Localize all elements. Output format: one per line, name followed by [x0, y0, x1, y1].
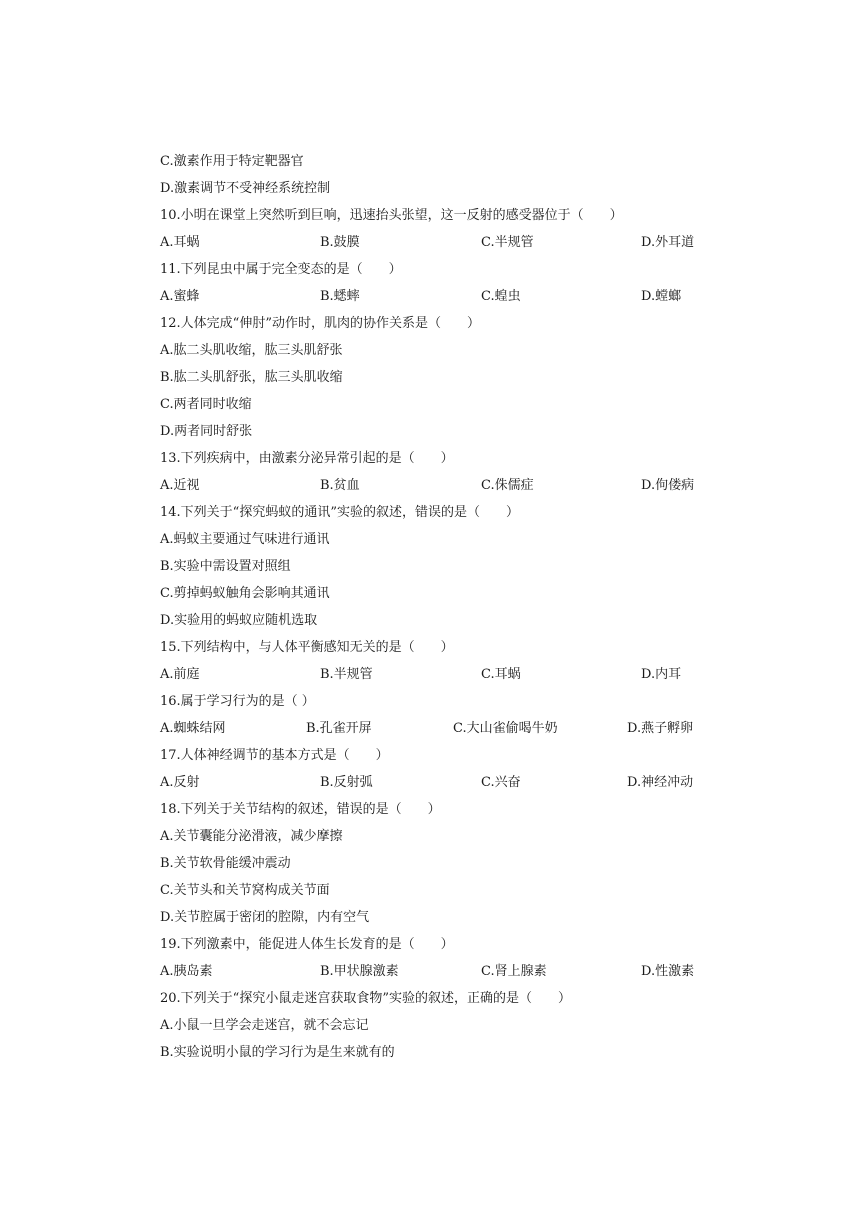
question-17: 17.人体神经调节的基本方式是（ ）: [160, 748, 389, 763]
option-d-q19: D.性激素: [641, 964, 695, 979]
option-b-q19: B.甲状腺激素: [320, 964, 399, 979]
option-c-q19: C.肾上腺素: [481, 964, 547, 979]
option-d-q13: D.佝偻病: [641, 478, 695, 493]
option-d-q17: D.神经冲动: [627, 775, 694, 790]
question-15: 15.下列结构中，与人体平衡感知无关的是（ ）: [160, 640, 454, 655]
option-d-q9: D.激素调节不受神经系统控制: [160, 181, 331, 196]
option-a-q12: A.肱二头肌收缩，肱三头肌舒张: [160, 343, 343, 358]
option-d-q14: D.实验用的蚂蚁应随机选取: [160, 613, 318, 628]
options-q17: [0, 774, 868, 792]
option-a-q18: A.关节囊能分泌滑液，减少摩擦: [160, 829, 343, 844]
option-d-q16: D.燕子孵卵: [627, 721, 694, 736]
options-q19: [0, 963, 868, 981]
option-c-q9: C.激素作用于特定靶器官: [160, 154, 304, 169]
question-14: 14.下列关于“探究蚂蚁的通讯”实验的叙述，错误的是（ ）: [160, 505, 519, 520]
option-b-q14: B.实验中需设置对照组: [160, 559, 291, 574]
option-a-q19: A.胰岛素: [160, 964, 213, 979]
option-c-q14: C.剪掉蚂蚁触角会影响其通讯: [160, 586, 330, 601]
option-c-q18: C.关节头和关节窝构成关节面: [160, 883, 330, 898]
option-c-q13: C.侏儒症: [481, 478, 534, 493]
option-d-q11: D.螳螂: [641, 289, 682, 304]
option-b-q17: B.反射弧: [320, 775, 373, 790]
option-c-q15: C.耳蜗: [481, 667, 521, 682]
option-a-q16: A.蜘蛛结网: [160, 721, 226, 736]
option-b-q20: B.实验说明小鼠的学习行为是生来就有的: [160, 1045, 395, 1060]
option-b-q12: B.肱二头肌舒张，肱三头肌收缩: [160, 370, 343, 385]
option-b-q13: B.贫血: [320, 478, 360, 493]
question-11: 11.下列昆虫中属于完全变态的是（ ）: [160, 262, 402, 277]
question-13: 13.下列疾病中，由激素分泌异常引起的是（ ）: [160, 451, 454, 466]
option-b-q18: B.关节软骨能缓冲震动: [160, 856, 291, 871]
option-a-q20: A.小鼠一旦学会走迷宫，就不会忘记: [160, 1018, 369, 1033]
question-20: 20.下列关于“探究小鼠走迷宫获取食物”实验的叙述，正确的是（ ）: [160, 991, 571, 1006]
option-d-q10: D.外耳道: [641, 235, 695, 250]
option-b-q15: B.半规管: [320, 667, 373, 682]
option-c-q10: C.半规管: [481, 235, 534, 250]
options-q13: [0, 477, 868, 495]
question-18: 18.下列关于关节结构的叙述，错误的是（ ）: [160, 802, 441, 817]
option-d-q18: D.关节腔属于密闭的腔隙，内有空气: [160, 910, 370, 925]
options-q10: [0, 234, 868, 252]
option-a-q17: A.反射: [160, 775, 200, 790]
option-a-q15: A.前庭: [160, 667, 200, 682]
options-q15: [0, 666, 868, 684]
option-b-q10: B.鼓膜: [320, 235, 360, 250]
options-q11: [0, 288, 868, 306]
option-d-q12: D.两者同时舒张: [160, 424, 253, 439]
options-q16: [0, 720, 868, 738]
option-c-q12: C.两者同时收缩: [160, 397, 252, 412]
option-b-q16: B.孔雀开屏: [306, 721, 372, 736]
option-b-q11: B.蟋蟀: [320, 289, 360, 304]
question-16: 16.属于学习行为的是（ ）: [160, 694, 315, 709]
option-c-q11: C.蝗虫: [481, 289, 521, 304]
question-19: 19.下列激素中，能促进人体生长发育的是（ ）: [160, 937, 454, 952]
option-c-q16: C.大山雀偷喝牛奶: [453, 721, 558, 736]
option-c-q17: C.兴奋: [481, 775, 521, 790]
option-a-q14: A.蚂蚁主要通过气味进行通讯: [160, 532, 330, 547]
option-a-q13: A.近视: [160, 478, 200, 493]
question-10: 10.小明在课堂上突然听到巨响，迅速抬头张望，这一反射的感受器位于（ ）: [160, 208, 623, 223]
option-d-q15: D.内耳: [641, 667, 682, 682]
option-a-q11: A.蜜蜂: [160, 289, 200, 304]
option-a-q10: A.耳蜗: [160, 235, 200, 250]
question-12: 12.人体完成“伸肘”动作时，肌肉的协作关系是（ ）: [160, 316, 480, 331]
